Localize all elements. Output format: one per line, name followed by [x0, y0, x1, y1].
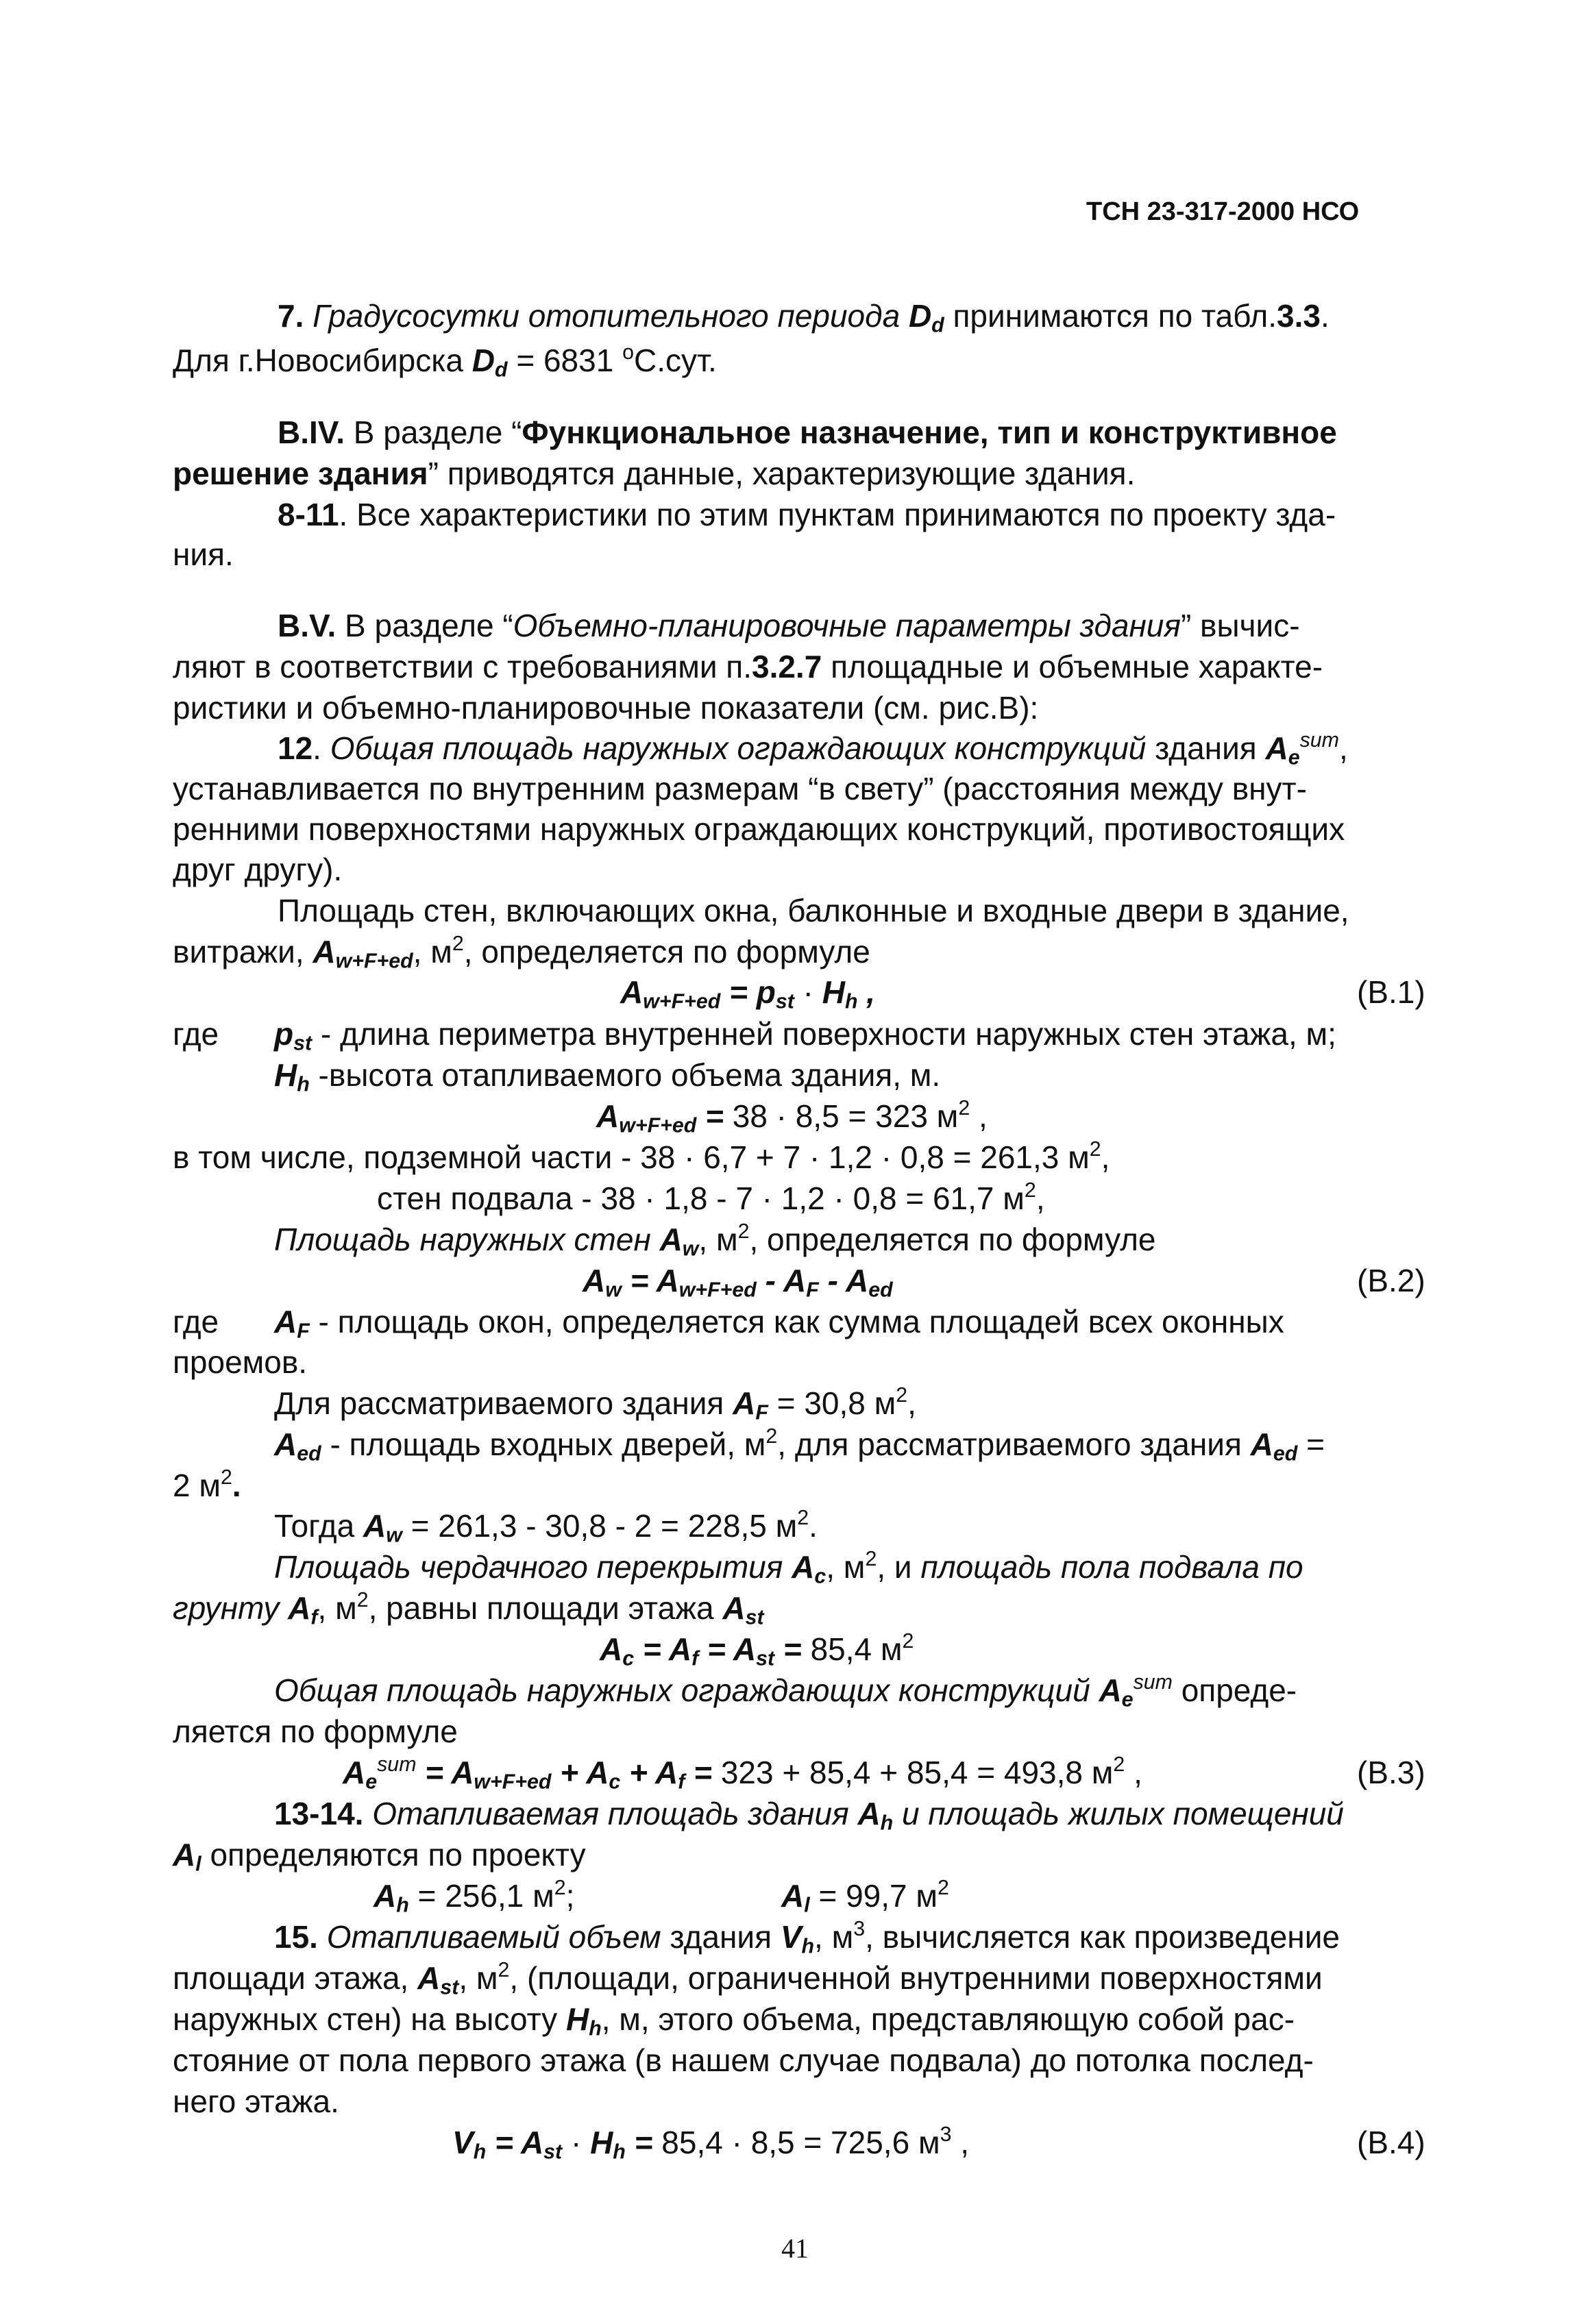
text-run: ляется по формуле — [173, 1714, 458, 1749]
text-run: w — [682, 1237, 699, 1261]
text-run: + A — [620, 1755, 678, 1790]
text-run: h — [801, 1935, 815, 1958]
text-run: h — [613, 2140, 626, 2164]
text-run: = 261,3 - 30,8 - 2 = 228,5 м — [402, 1508, 798, 1544]
text-run: С.сут. — [633, 343, 717, 378]
formula-b4 — [452, 2123, 970, 2164]
text-run: d — [931, 314, 944, 337]
text-run: 2 м — [173, 1468, 221, 1503]
text-run: = A — [486, 2125, 544, 2160]
text-run: стен подвала - 38 · 1,8 - 7 · 1,2 · 0,8 = 61,7 м — [377, 1180, 1025, 1216]
text-run: V — [780, 1919, 802, 1955]
text-run: H — [822, 974, 845, 1010]
text-run: площадь жилых помещений — [928, 1796, 1344, 1831]
text-run: A — [620, 974, 644, 1010]
text-run: В разделе “ — [336, 608, 513, 643]
text-line — [173, 773, 1307, 804]
formula-b1 — [620, 974, 876, 1013]
text-run: - длина периметра внутренней поверхности наружных стен этажа, м; — [312, 1016, 1336, 1052]
text-run: p — [274, 1016, 294, 1052]
text-run: A — [173, 1837, 196, 1872]
text-run: , — [1101, 1139, 1110, 1175]
formula-line — [373, 1876, 575, 1917]
text-run: ed — [1273, 1442, 1298, 1466]
text-run: , для рассматриваемого здания — [777, 1426, 1251, 1462]
text-run: устанавливается по внутренним размерам “в свету” (расстояния между внут- — [173, 771, 1307, 806]
text-run: = 30,8 м — [768, 1385, 896, 1421]
text-run: w+F+ed — [619, 1114, 697, 1137]
text-run: h — [473, 2140, 487, 2164]
text-run: w — [605, 1278, 622, 1302]
text-run: - A — [818, 1263, 869, 1298]
text-run: Отапливаемая площадь здания — [372, 1796, 858, 1831]
text-run: · — [794, 974, 822, 1010]
text-run: w+F+ed — [474, 1770, 552, 1794]
text-line — [173, 2001, 1295, 2040]
text-line — [173, 458, 1135, 489]
text-run: w+F+ed — [335, 950, 413, 973]
text-run: здания — [661, 1919, 781, 1955]
text-run: опреде- — [1172, 1672, 1297, 1708]
text-run: 2 — [737, 1220, 750, 1243]
text-run: ; — [565, 1878, 575, 1914]
text-run — [363, 1796, 372, 1831]
text-run: h — [297, 1073, 310, 1096]
text-run: Площадь наружных стен — [274, 1222, 660, 1257]
text-run: h — [880, 1812, 894, 1835]
text-run: В.V. — [278, 608, 336, 643]
text-run: в том числе, подземной части - 38 · 6,7 + 7 · 1,2 · 0,8 = 261,3 м — [173, 1139, 1090, 1175]
text-run: ляют в соответствии с требованиями п. — [173, 649, 752, 684]
text-run: A — [1250, 1426, 1273, 1462]
text-line — [173, 813, 1345, 845]
text-line — [274, 1304, 1284, 1343]
text-line — [173, 1466, 241, 1503]
text-run: 2 — [1089, 1137, 1101, 1161]
equation-number — [1357, 1265, 1425, 1296]
text-run: определяются по проекту — [201, 1837, 586, 1872]
formula-line — [600, 1629, 914, 1670]
text-run: A — [274, 1304, 297, 1339]
text-run: c — [609, 1770, 621, 1794]
text-run: Для рассматриваемого здания — [274, 1385, 733, 1421]
text-run: ed — [297, 1442, 321, 1466]
text-run: = A — [634, 1631, 692, 1667]
text-line — [173, 1306, 219, 1337]
text-line — [173, 1837, 586, 1876]
text-run: 85,4 · 8,5 = 725,6 м — [661, 2125, 940, 2160]
text-line — [274, 1506, 818, 1547]
text-run: ed — [868, 1278, 893, 1302]
text-run: Тогда — [274, 1508, 364, 1544]
text-run: st — [775, 990, 794, 1013]
text-run: 2 — [452, 932, 464, 955]
equation-number — [1357, 1757, 1425, 1788]
text-run: A — [596, 1098, 620, 1134]
text-run: где — [173, 1016, 219, 1052]
text-run: = 99,7 м — [809, 1878, 938, 1914]
text-run: (В.2) — [1357, 1263, 1425, 1298]
text-run: f — [691, 1647, 699, 1670]
text-run: f — [678, 1770, 685, 1794]
text-run: l — [195, 1853, 201, 1876]
text-run: e — [1288, 746, 1300, 769]
text-run: H — [590, 2125, 613, 2160]
text-line — [278, 895, 1349, 926]
text-run: A — [600, 1631, 623, 1667]
text-line — [274, 1547, 1303, 1588]
text-run: = — [774, 1631, 811, 1667]
text-run: 2 — [865, 1547, 877, 1570]
text-run: d — [495, 358, 508, 382]
text-run: решение здания — [173, 456, 428, 491]
text-line — [278, 417, 1337, 448]
formula-line — [781, 1876, 949, 1917]
page-number: 41 — [781, 2233, 809, 2264]
text-run: A — [792, 1549, 815, 1585]
text-run: h — [844, 990, 858, 1013]
text-run: ния. — [173, 536, 234, 572]
text-line — [173, 692, 1038, 724]
text-run: ” вычис- — [1180, 608, 1300, 643]
text-run: , — [951, 2125, 970, 2160]
text-run: w — [386, 1524, 402, 1547]
text-run: 2 — [958, 1096, 970, 1120]
text-run: st — [745, 1606, 764, 1629]
text-run: + A — [551, 1755, 609, 1790]
text-run: F — [755, 1401, 768, 1424]
text-run: , — [1036, 1180, 1045, 1216]
text-run: , — [970, 1098, 988, 1134]
text-run: ренними поверхностями наружных ограждающих конструкций, противостоящих — [173, 811, 1345, 847]
text-run: D — [908, 298, 932, 334]
text-run: , — [857, 974, 876, 1010]
text-run: Отапливаемый объем — [326, 1919, 661, 1955]
text-run: (В.4) — [1357, 2125, 1425, 2160]
text-run: 85,4 м — [810, 1631, 903, 1667]
text-run: D — [472, 343, 495, 378]
text-run: A — [313, 934, 336, 969]
text-run: стояние от пола первого этажа (в нашем случае подвала) до потолка послед- — [173, 2042, 1314, 2078]
text-run: = 6831 — [507, 343, 623, 378]
text-run: A — [722, 1590, 746, 1626]
text-run: , (площади, ограниченной внутренними поверхностями — [509, 1960, 1323, 1996]
text-run: 3.3 — [1277, 298, 1321, 334]
text-run: = — [696, 1098, 733, 1134]
text-run: A — [857, 1796, 881, 1831]
text-run: w+F+ed — [643, 990, 721, 1013]
text-run: 3.2.7 — [751, 649, 822, 684]
text-run: , м — [458, 1960, 498, 1996]
text-run: проемов. — [173, 1344, 308, 1380]
text-line — [173, 932, 870, 973]
text-run: 2 — [554, 1876, 566, 1899]
text-run: - площадь входных дверей, м — [321, 1426, 766, 1462]
text-line — [278, 499, 1336, 530]
text-line — [173, 2044, 1314, 2076]
text-run: sum — [377, 1753, 417, 1776]
text-line — [278, 728, 1348, 769]
text-run: h — [396, 1894, 409, 1917]
text-run: 3 — [853, 1917, 866, 1940]
text-line — [377, 1178, 1045, 1216]
text-run: st — [756, 1647, 775, 1670]
text-run: = p — [720, 974, 776, 1010]
text-run: , определяется по формуле — [463, 934, 870, 969]
text-line — [173, 1346, 307, 1378]
text-line — [173, 341, 717, 382]
text-run: 2 — [896, 1383, 908, 1407]
text-run: 3 — [940, 2123, 952, 2146]
text-run: 2 — [766, 1424, 778, 1448]
text-run: В.IV. — [278, 415, 345, 450]
text-line — [278, 298, 1330, 337]
text-run: - A — [756, 1263, 807, 1298]
text-run: = — [1297, 1426, 1325, 1462]
text-run: В разделе “ — [345, 415, 522, 450]
text-run: H — [565, 2001, 589, 2037]
text-run: A — [373, 1878, 397, 1914]
text-run: e — [1121, 1688, 1134, 1711]
text-run: A — [733, 1385, 756, 1421]
text-line — [173, 2086, 339, 2117]
text-run: Функциональное назначение, тип и конструктивное — [522, 415, 1337, 450]
text-run: 15. — [274, 1919, 318, 1955]
text-run: Общая площадь наружных ограждающих конструкций — [330, 730, 1147, 766]
text-run: 7. — [278, 298, 313, 334]
text-line — [278, 610, 1300, 641]
text-run: , м, этого объема, представляющую собой рас- — [601, 2001, 1295, 2037]
text-run: , м — [317, 1590, 357, 1626]
text-line — [173, 1137, 1110, 1175]
text-run: A — [781, 1878, 805, 1914]
equation-number — [1357, 2127, 1425, 2158]
text-run: 38 · 8,5 = 323 м — [732, 1098, 959, 1134]
text-run: , м — [413, 934, 452, 969]
text-run: = 256,1 м — [408, 1878, 554, 1914]
text-run: -высота отапливаемого объема здания, м. — [309, 1057, 941, 1093]
text-run: Площадь стен, включающих окна, балконные и входные двери в здание, — [278, 893, 1349, 928]
text-run: = A — [416, 1755, 474, 1790]
text-run: h — [589, 2017, 602, 2040]
text-run: = — [625, 2125, 662, 2160]
text-run: площадь пола подвала по — [920, 1549, 1303, 1585]
text-run: sum — [1299, 728, 1339, 752]
text-run: c — [622, 1647, 635, 1670]
formula-b2 — [583, 1263, 893, 1302]
text-run: (В.3) — [1357, 1755, 1425, 1790]
text-run: , определяется по формуле — [749, 1222, 1156, 1257]
text-run: здания — [1146, 730, 1266, 766]
text-run: . Все характеристики по этим пунктам принимаются по проекту зда- — [339, 497, 1336, 532]
text-run: 2 — [938, 1876, 949, 1899]
text-run: 13-14. — [274, 1796, 364, 1831]
text-run: , м — [814, 1919, 854, 1955]
document-header: ТСН 23-317-2000 НСО — [1086, 197, 1360, 226]
text-run: ристики и объемно-планировочные показатели (см. рис.В): — [173, 690, 1039, 726]
text-line — [274, 1057, 941, 1096]
text-line — [173, 651, 1323, 682]
text-run: · — [562, 2125, 591, 2160]
text-run: 8-11 — [278, 497, 339, 532]
equation-number — [1357, 976, 1425, 1008]
text-run: , — [1125, 1755, 1142, 1790]
text-run: , — [1338, 730, 1348, 766]
text-run: Для г.Новосибирска — [173, 343, 472, 378]
text-run: A — [288, 1590, 311, 1626]
text-line — [274, 1917, 1340, 1958]
text-run: Общая площадь наружных ограждающих конструкций — [274, 1672, 1099, 1708]
text-run: него этажа. — [173, 2084, 339, 2119]
text-run: A — [417, 1960, 441, 1996]
text-run: Объемно-планировочные параметры здания — [513, 608, 1181, 643]
text-run: , и — [877, 1549, 921, 1585]
text-run: , вычисляется как произведение — [865, 1919, 1340, 1955]
text-run: витражи, — [173, 934, 313, 969]
text-run: 2 — [797, 1506, 809, 1529]
text-run: . — [809, 1508, 818, 1544]
text-run: . — [1321, 298, 1330, 334]
text-run: A — [583, 1263, 606, 1298]
text-run: ” приводятся данные, характеризующие здания. — [428, 456, 1136, 491]
formula-line — [596, 1096, 988, 1137]
text-run: друг другу). — [173, 852, 343, 887]
text-run: H — [274, 1057, 297, 1093]
text-run: , м — [826, 1549, 866, 1585]
text-run: 2 — [1113, 1753, 1125, 1776]
text-run: A — [659, 1222, 683, 1257]
text-run: , м — [698, 1222, 738, 1257]
text-run: A — [343, 1755, 366, 1790]
text-run: площадные и объемные характе- — [822, 649, 1323, 684]
text-run: 323 + 85,4 + 85,4 = 493,8 м — [720, 1755, 1114, 1790]
text-line — [173, 536, 234, 572]
text-run: st — [440, 1976, 459, 1999]
text-run: = A — [621, 1263, 679, 1298]
text-run: st — [293, 1032, 313, 1055]
text-run: F — [297, 1320, 310, 1343]
text-run: 2 — [356, 1588, 369, 1611]
text-run: l — [804, 1894, 810, 1917]
text-run: , равны площади этажа — [368, 1590, 723, 1626]
text-line — [274, 1796, 1344, 1835]
text-line — [173, 1018, 219, 1050]
text-line — [274, 1016, 1336, 1055]
text-run: . — [313, 730, 330, 766]
text-run: наружных стен) на высоту — [173, 2001, 566, 2037]
text-run: = A — [698, 1631, 757, 1667]
text-run: c — [814, 1565, 826, 1588]
text-run: F — [806, 1278, 819, 1302]
text-line — [274, 1424, 1325, 1466]
text-run: 12 — [278, 730, 313, 766]
text-run: Площадь чердачного перекрытия — [274, 1549, 792, 1585]
text-run: 2 — [1024, 1178, 1036, 1202]
text-run: о — [622, 341, 634, 364]
formula-b3 — [343, 1753, 1142, 1794]
text-line — [274, 1383, 916, 1424]
text-run: 2 — [902, 1629, 914, 1653]
text-line — [173, 1588, 764, 1629]
text-run: 2 — [498, 1958, 510, 1981]
text-run: sum — [1133, 1670, 1173, 1694]
text-run: , — [907, 1385, 916, 1421]
text-run: и — [893, 1796, 929, 1831]
text-run: V — [452, 2125, 474, 2160]
text-run: площади этажа, — [173, 1960, 418, 1996]
text-run: A — [363, 1508, 387, 1544]
text-run: 2 — [221, 1466, 232, 1489]
text-line — [274, 1670, 1297, 1711]
text-run: A — [1265, 730, 1288, 766]
text-run: где — [173, 1304, 219, 1339]
text-run: - площадь окон, определяется как сумма площадей всех оконных — [309, 1304, 1284, 1339]
text-run: (В.1) — [1357, 974, 1425, 1010]
text-run: принимаются по табл. — [944, 298, 1277, 334]
text-run: e — [365, 1770, 378, 1794]
text-line — [173, 1716, 458, 1747]
text-run: A — [274, 1426, 297, 1462]
text-run: f — [310, 1606, 318, 1629]
text-run — [318, 1919, 327, 1955]
text-run: A — [1099, 1672, 1122, 1708]
text-run: грунту — [173, 1590, 289, 1626]
text-run: w+F+ed — [678, 1278, 757, 1302]
text-run: . — [232, 1468, 241, 1503]
text-run: Градусосутки отопительного периода — [313, 298, 909, 334]
text-run: = — [685, 1755, 721, 1790]
text-line — [173, 1958, 1323, 1999]
text-line — [274, 1220, 1156, 1261]
text-run: st — [543, 2140, 563, 2164]
text-line — [173, 854, 342, 885]
